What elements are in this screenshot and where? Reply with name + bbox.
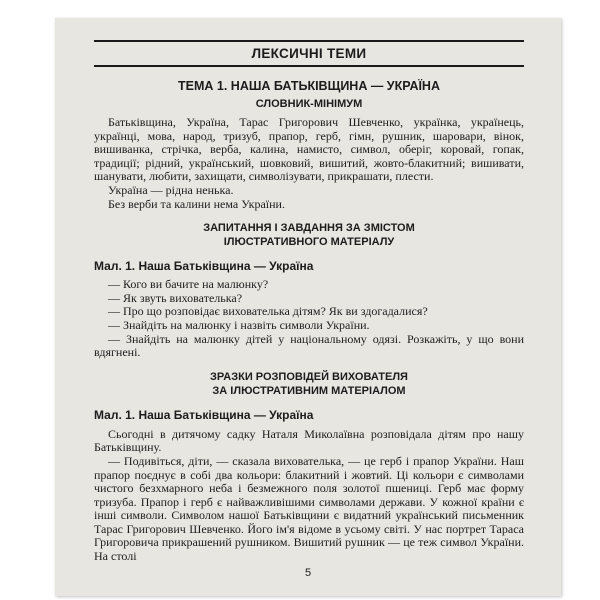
question-list [94, 278, 524, 360]
stories-title-line-1: ЗРАЗКИ РОЗПОВІДЕЙ ВИХОВАТЕЛЯ [210, 370, 408, 383]
page-number: 5 [304, 567, 312, 579]
saying-1: Україна — рідна ненька. [108, 182, 234, 197]
vocabulary-title: СЛОВНИК-МІНІМУМ [255, 98, 363, 110]
questions-figure-title: Мал. 1. Наша Батьківщина — Україна [94, 259, 314, 274]
question-item: — Кого ви бачите на малюнку? [108, 277, 269, 292]
stories-section-title [94, 370, 524, 398]
stories-title-line-2: ЗА ІЛЮСТРАТИВНИМ МАТЕРІАЛОМ [212, 384, 406, 397]
questions-title-line-1: ЗАПИТАННЯ І ЗАВДАННЯ ЗА ЗМІСТОМ [203, 222, 415, 235]
page-header: ЛЕКСИЧНІ ТЕМИ [94, 40, 524, 67]
story-paragraph-2: — Подивіться, діти, — сказала вихователька, — це герб і прапор України. Наш прапор поєднує в собі два кольори: блакитний і жовтий. Ці кольори є символами чистого безхмарного неба і безмежного поля золотої пшениці. Герб має форму тризуба. Прапор і герб є найважливішими символами держави. У кожної країни є інші символи. Символом нашої Батьківщини є видатний український письменник Тарас Григорович Шевченко. Його ім'я відоме в усьому світі. У нас портрет Тараса Григоровича прикрашений рушником. Вишитий рушник — це теж символ України. На столі [94, 453, 524, 564]
vocabulary-text: Батьківщина, Україна, Тарас Григорович Шевченко, українка, українець, українці, мова, народ, тризуб, прапор, герб, гімн, рушник, шаровари, вінок, вишиванка, стрічка, верба, калина, намисто, символ, оберіг, коровай, гопак, традиції; рідний, український, шовковий, вишитий, жовто-блакитний; вишивати, шанувати, любити, захищати, символізувати, прикрашати, плести. [94, 115, 524, 184]
stories-figure-title: Мал. 1. Наша Батьківщина — Україна [94, 407, 314, 422]
question-item: — Знайдіть на малюнку і назвіть символи України. [108, 317, 370, 332]
book-page [55, 18, 561, 596]
question-item: — Як звуть вихователька? [108, 290, 243, 305]
questions-section-title [94, 221, 524, 249]
question-item: — Про що розповідає вихователька дітям? Як ви здогадалися? [108, 304, 428, 319]
question-item: — Знайдіть на малюнку дітей у національному одязі. Розкажіть, у що вони вдягнені. [94, 331, 524, 360]
saying-2: Без верби та калини нема України. [108, 196, 285, 211]
questions-title-line-2: ІЛЮСТРАТИВНОГО МАТЕРІАЛУ [223, 236, 395, 249]
story-paragraph-1: Сьогодні в дитячому садку Наталя Миколаївна розповідала дітям про нашу Батьківщину. [94, 426, 524, 455]
page-content [94, 40, 524, 564]
theme-title: ТЕМА 1. НАША БАТЬКІВЩИНА — УКРАЇНА [178, 79, 440, 93]
